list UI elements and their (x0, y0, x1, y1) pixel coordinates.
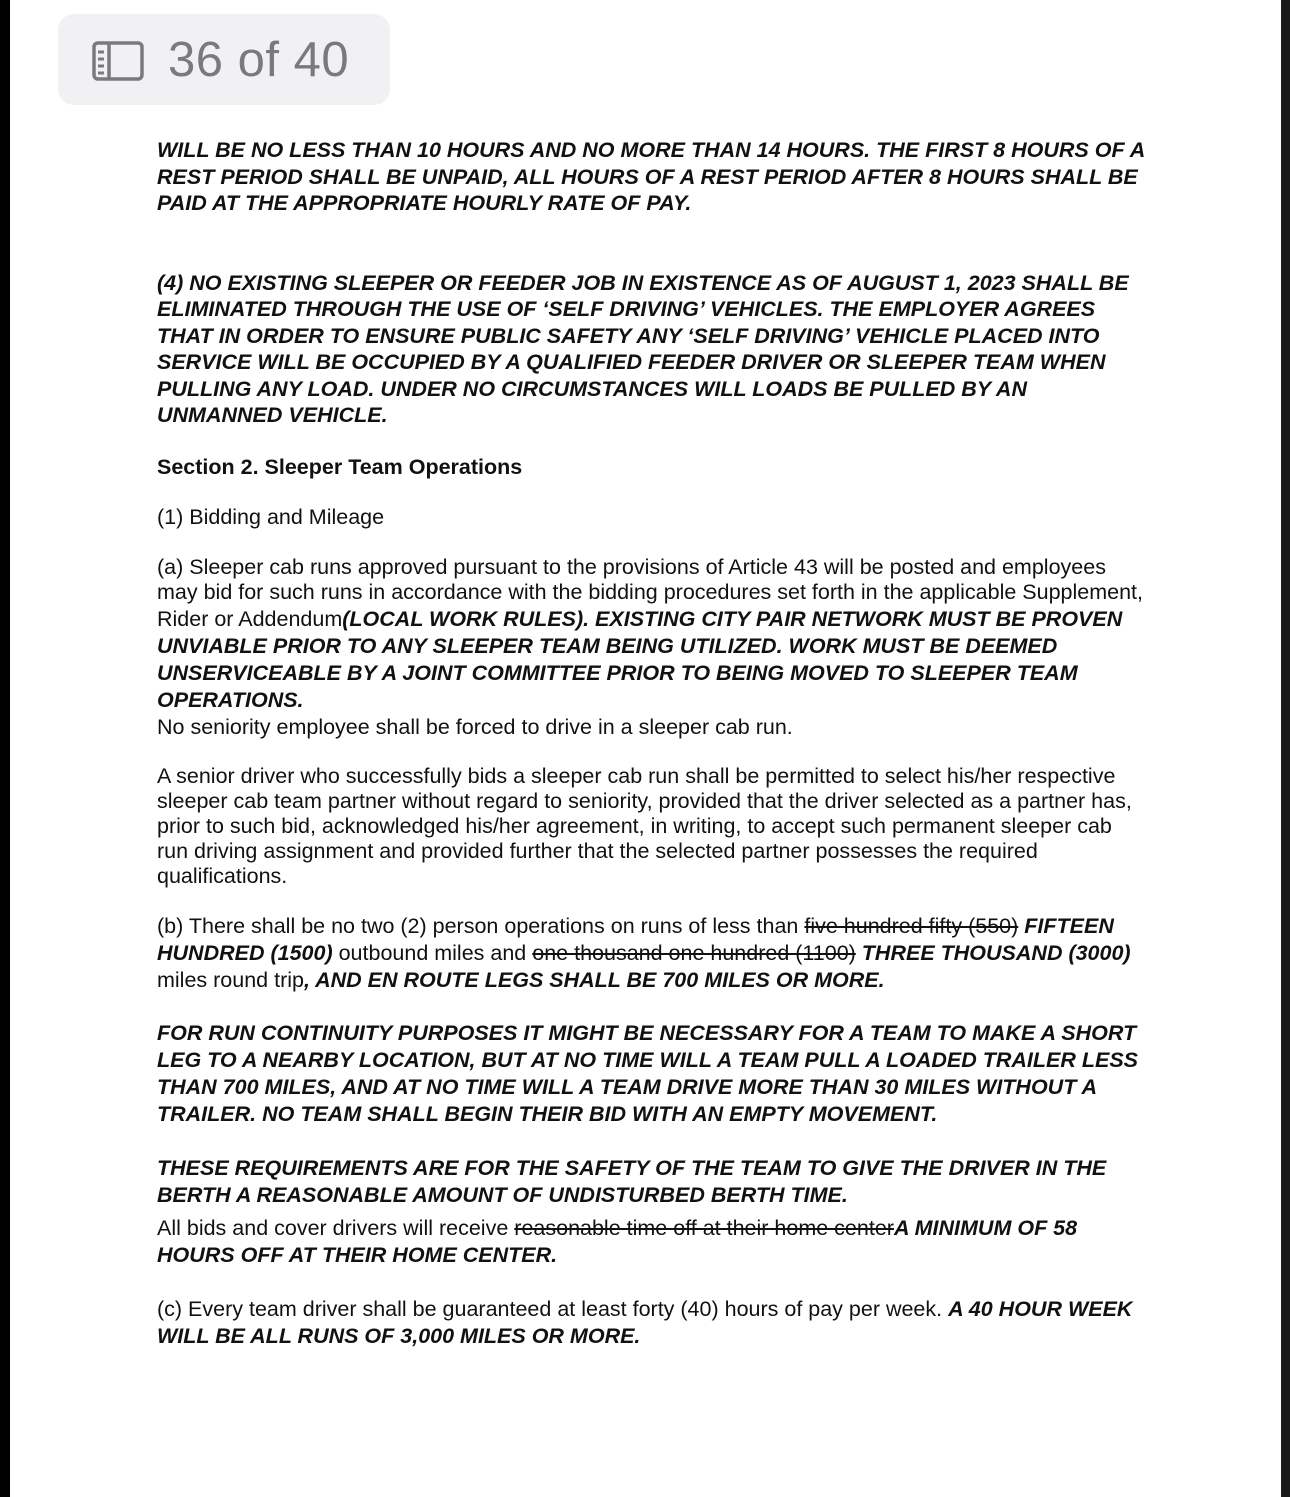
section-heading: Section 2. Sleeper Team Operations (157, 454, 523, 479)
paragraph-b-amend-2: THREE THOUSAND (3000) (861, 941, 1131, 965)
paragraph-a-amendment: (LOCAL WORK RULES). EXISTING CITY PAIR NETWORK MUST BE PROVEN UNVIABLE PRIOR TO ANY SLEEPER TEAM BEING UTILIZED. WORK MUST BE DEEMED UNSERVICEABLE BY A JOINT COMMITTEE PRIOR TO BEING MOVED TO SLEEPER TEAM OPERATIONS. (157, 606, 1123, 712)
paragraph-b-text-3: miles round trip (157, 968, 304, 992)
paragraph-b-struck-2: one thousand one hundred (1100) (532, 941, 856, 965)
paragraph-a-text: (a) Sleeper cab runs approved pursuant to the provisions of Article 43 will be posted and employees may bid for such runs in accordance with the bidding procedures set forth in the applicable Supplement, Rider or Addendum (157, 554, 1143, 631)
paragraph-b-amend-1: FIFTEEN HUNDRED (1500) (157, 914, 1114, 965)
paragraph-a (157, 555, 1147, 714)
paragraph-self-driving: (4) NO EXISTING SLEEPER OR FEEDER JOB IN EXISTENCE AS OF AUGUST 1, 2023 SHALL BE ELIMINATED THROUGH THE USE OF ‘SELF DRIVING’ VEHICLES. THE EMPLOYER AGREES THAT IN ORDER TO ENSURE PUBLIC SAFETY ANY ‘SELF DRIVING’ VEHICLE PLACED INTO SERVICE WILL BE OCCUPIED BY A QUALIFIED FEEDER DRIVER OR SLEEPER TEAM WHEN PULLING ANY LOAD. UNDER NO CIRCUMSTANCES WILL LOADS BE PULLED BY AN UNMANNED VEHICLE. (157, 270, 1129, 427)
paragraph-c-amend: A 40 HOUR WEEK WILL BE ALL RUNS OF 3,000 MILES OR MORE. (157, 1297, 1133, 1348)
paragraph-b (157, 913, 1147, 994)
page-indicator[interactable] (58, 14, 390, 105)
right-edge (1281, 0, 1290, 1497)
subheading-bidding: (1) Bidding and Mileage (157, 505, 385, 529)
paragraph-b-struck-1: five hundred fifty (550) (804, 914, 1019, 938)
paragraph-b-amend-3: , AND EN ROUTE LEGS SHALL BE 700 MILES OR MORE. (303, 968, 885, 992)
document-text (157, 137, 1147, 1350)
page-count: 36 of 40 (168, 33, 350, 87)
paragraph-safety: THESE REQUIREMENTS ARE FOR THE SAFETY OF THE TEAM TO GIVE THE DRIVER IN THE BERTH A REASONABLE AMOUNT OF UNDISTURBED BERTH TIME. (157, 1156, 1107, 1207)
paragraph-c-text: (c) Every team driver shall be guaranteed at least forty (40) hours of pay per week. (157, 1297, 949, 1321)
paragraph-bids-text: All bids and cover drivers will receive (157, 1216, 515, 1240)
paragraph-senior-driver: A senior driver who successfully bids a sleeper cab run shall be permitted to select his/her respective sleeper cab team partner without regard to seniority, provided that the driver selected as a partner has, prior to such bid, acknowledged his/her agreement, in writing, to accept such permanent sleeper cab run driving assignment and provided further that the selected partner possesses the required qualifications. (157, 764, 1132, 888)
paragraph-c (157, 1296, 1147, 1350)
paragraph-bids-struck: reasonable time off at their home center (514, 1216, 894, 1240)
paragraph-rest-period: WILL BE NO LESS THAN 10 HOURS AND NO MORE THAN 14 HOURS. THE FIRST 8 HOURS OF A REST PERIOD SHALL BE UNPAID, ALL HOURS OF A REST PERIOD AFTER 8 HOURS SHALL BE PAID AT THE APPROPRIATE HOURLY RATE OF PAY. (157, 138, 1145, 215)
paragraph-a-tail: No seniority employee shall be forced to drive in a sleeper cab run. (157, 714, 793, 739)
paragraph-bids-amend: A MINIMUM OF 58 HOURS OFF AT THEIR HOME CENTER. (157, 1216, 1078, 1267)
left-edge (0, 0, 10, 1497)
paragraph-run-continuity: FOR RUN CONTINUITY PURPOSES IT MIGHT BE NECESSARY FOR A TEAM TO MAKE A SHORT LEG TO A NEARBY LOCATION, BUT AT NO TIME WILL A TEAM PULL A LOADED TRAILER LESS THAN 700 MILES, AND AT NO TIME WILL A TEAM DRIVE MORE THAN 30 MILES WITHOUT A TRAILER. NO TEAM SHALL BEGIN THEIR BID WITH AN EMPTY MOVEMENT. (157, 1021, 1139, 1126)
paragraph-b-text-2: outbound miles and (332, 941, 533, 965)
sidebar-icon[interactable] (92, 41, 144, 81)
paragraph-bids (157, 1215, 1147, 1269)
paragraph-b-text-1: (b) There shall be no two (2) person operations on runs of less than (157, 914, 805, 938)
